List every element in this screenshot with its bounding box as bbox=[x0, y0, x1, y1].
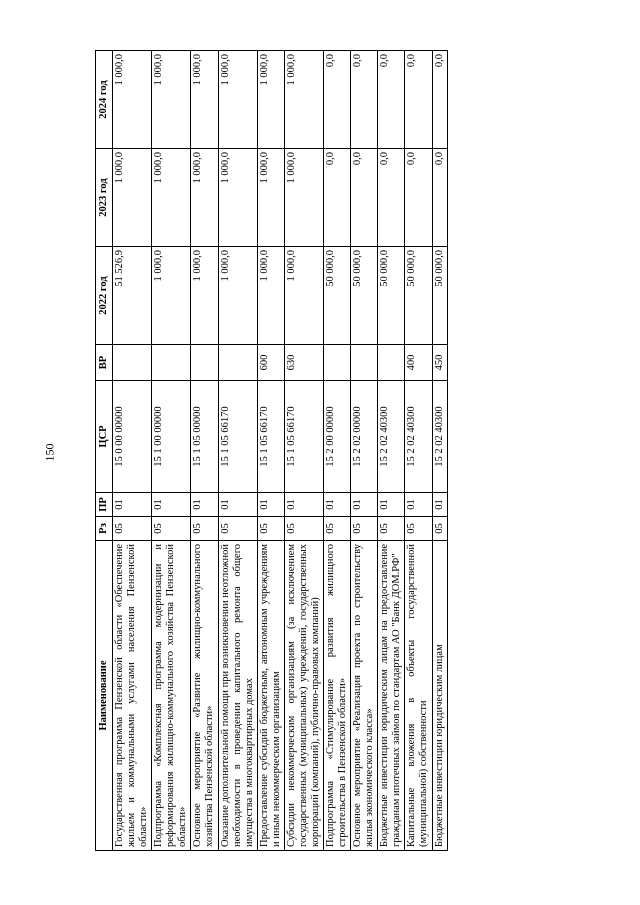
cell-rz: 05 bbox=[405, 517, 432, 541]
cell-vr: 630 bbox=[284, 345, 323, 381]
header-pr: ПР bbox=[96, 493, 113, 517]
cell-pr: 01 bbox=[218, 493, 257, 517]
cell-csr: 15 2 00 00000 bbox=[324, 381, 351, 493]
cell-2023: 0,0 bbox=[351, 149, 378, 247]
cell-2024: 1 000,0 bbox=[218, 51, 257, 149]
header-2024: 2024 год bbox=[96, 51, 113, 149]
cell-vr bbox=[191, 345, 218, 381]
cell-vr: 400 bbox=[405, 345, 432, 381]
cell-2023: 0,0 bbox=[378, 149, 405, 247]
cell-2022: 1 000,0 bbox=[152, 247, 191, 345]
cell-2022: 1 000,0 bbox=[257, 247, 284, 345]
cell-name: Основное мероприятие «Развитие жилищно-коммунального хозяйства Пензенской области» bbox=[191, 541, 218, 851]
cell-2024: 0,0 bbox=[432, 51, 447, 149]
cell-2024: 0,0 bbox=[351, 51, 378, 149]
cell-2023: 0,0 bbox=[405, 149, 432, 247]
cell-name: Бюджетные инвестиции юридическим лицам на предоставление гражданам ипотечных займов по стандартам АО "Банк ДОМ.РФ" bbox=[378, 541, 405, 851]
cell-csr: 15 1 00 00000 bbox=[152, 381, 191, 493]
cell-csr: 15 1 05 66170 bbox=[257, 381, 284, 493]
cell-pr: 01 bbox=[432, 493, 447, 517]
cell-name: Субсидии некоммерческим организациям (за исключением государственных (муниципальных) учреждений, государственных корпораций (компаний), публично-правовых компаний) bbox=[284, 541, 323, 851]
header-2022: 2022 год bbox=[96, 247, 113, 345]
cell-csr: 15 1 05 00000 bbox=[191, 381, 218, 493]
cell-2024: 0,0 bbox=[324, 51, 351, 149]
cell-rz: 05 bbox=[257, 517, 284, 541]
cell-2024: 0,0 bbox=[405, 51, 432, 149]
cell-rz: 05 bbox=[378, 517, 405, 541]
cell-name: Предоставление субсидий бюджетным, автономным учреждениям и иным некоммерческим организациям bbox=[257, 541, 284, 851]
cell-2023: 1 000,0 bbox=[257, 149, 284, 247]
cell-rz: 05 bbox=[324, 517, 351, 541]
header-rz: Рз bbox=[96, 517, 113, 541]
cell-rz: 05 bbox=[218, 517, 257, 541]
cell-vr bbox=[218, 345, 257, 381]
cell-pr: 01 bbox=[257, 493, 284, 517]
cell-name: Основное мероприятие «Реализация проекта по строительству жилья экономического класса» bbox=[351, 541, 378, 851]
cell-rz: 05 bbox=[432, 517, 447, 541]
cell-pr: 01 bbox=[351, 493, 378, 517]
cell-2024: 1 000,0 bbox=[113, 51, 152, 149]
table-row bbox=[191, 51, 218, 851]
table-row bbox=[152, 51, 191, 851]
cell-pr: 01 bbox=[324, 493, 351, 517]
cell-2023: 0,0 bbox=[432, 149, 447, 247]
cell-2023: 0,0 bbox=[324, 149, 351, 247]
header-2023: 2023 год bbox=[96, 149, 113, 247]
cell-vr bbox=[351, 345, 378, 381]
cell-2024: 1 000,0 bbox=[284, 51, 323, 149]
cell-rz: 05 bbox=[152, 517, 191, 541]
table-row bbox=[218, 51, 257, 851]
header-vr: ВР bbox=[96, 345, 113, 381]
header-name: Наименование bbox=[96, 541, 113, 851]
cell-2022: 1 000,0 bbox=[191, 247, 218, 345]
cell-2022: 51 526,9 bbox=[113, 247, 152, 345]
page-number: 150 bbox=[42, 443, 57, 462]
table-row bbox=[113, 51, 152, 851]
cell-vr bbox=[378, 345, 405, 381]
cell-csr: 15 2 02 40300 bbox=[432, 381, 447, 493]
cell-2022: 1 000,0 bbox=[218, 247, 257, 345]
cell-2022: 50 000,0 bbox=[351, 247, 378, 345]
cell-name: Государственная программа Пензенской области «Обеспечение жильем и коммунальными услугами населения Пензенской области» bbox=[113, 541, 152, 851]
cell-2024: 1 000,0 bbox=[191, 51, 218, 149]
cell-pr: 01 bbox=[405, 493, 432, 517]
cell-2022: 1 000,0 bbox=[284, 247, 323, 345]
cell-csr: 15 2 02 00000 bbox=[351, 381, 378, 493]
cell-pr: 01 bbox=[152, 493, 191, 517]
cell-pr: 01 bbox=[378, 493, 405, 517]
cell-vr bbox=[152, 345, 191, 381]
cell-csr: 15 1 05 66170 bbox=[284, 381, 323, 493]
table-header-row bbox=[96, 51, 113, 851]
cell-vr bbox=[113, 345, 152, 381]
header-csr: ЦСР bbox=[96, 381, 113, 493]
cell-csr: 15 1 05 66170 bbox=[218, 381, 257, 493]
cell-vr: 600 bbox=[257, 345, 284, 381]
cell-csr: 15 0 00 00000 bbox=[113, 381, 152, 493]
cell-2022: 50 000,0 bbox=[378, 247, 405, 345]
cell-name: Капитальные вложения в объекты государственной (муниципальной) собственности bbox=[405, 541, 432, 851]
cell-pr: 01 bbox=[284, 493, 323, 517]
cell-2024: 1 000,0 bbox=[152, 51, 191, 149]
cell-name: Оказание дополнительной помощи при возникновении неотложной необходимости в проведении капитального ремонта общего имущества в многоквартирных домах bbox=[218, 541, 257, 851]
table-row bbox=[432, 51, 447, 851]
cell-2022: 50 000,0 bbox=[432, 247, 447, 345]
cell-name: Подпрограмма «Комплексная программа модернизации и реформирования жилищно-коммунального хозяйства Пензенской области» bbox=[152, 541, 191, 851]
cell-2023: 1 000,0 bbox=[152, 149, 191, 247]
rotated-table-container bbox=[95, 51, 545, 851]
cell-2023: 1 000,0 bbox=[218, 149, 257, 247]
budget-table bbox=[95, 50, 448, 851]
table-row bbox=[284, 51, 323, 851]
table-row bbox=[257, 51, 284, 851]
cell-name: Бюджетные инвестиции юридическим лицам bbox=[432, 541, 447, 851]
table-row bbox=[351, 51, 378, 851]
cell-2024: 1 000,0 bbox=[257, 51, 284, 149]
table-row bbox=[378, 51, 405, 851]
cell-2023: 1 000,0 bbox=[113, 149, 152, 247]
cell-vr bbox=[324, 345, 351, 381]
cell-2023: 1 000,0 bbox=[191, 149, 218, 247]
table-row bbox=[324, 51, 351, 851]
cell-csr: 15 2 02 40300 bbox=[378, 381, 405, 493]
cell-rz: 05 bbox=[351, 517, 378, 541]
table-row bbox=[405, 51, 432, 851]
cell-2024: 0,0 bbox=[378, 51, 405, 149]
cell-pr: 01 bbox=[113, 493, 152, 517]
cell-2022: 50 000,0 bbox=[405, 247, 432, 345]
cell-2022: 50 000,0 bbox=[324, 247, 351, 345]
cell-vr: 450 bbox=[432, 345, 447, 381]
cell-rz: 05 bbox=[113, 517, 152, 541]
cell-csr: 15 2 02 40300 bbox=[405, 381, 432, 493]
cell-rz: 05 bbox=[284, 517, 323, 541]
cell-2023: 1 000,0 bbox=[284, 149, 323, 247]
cell-name: Подпрограмма «Стимулирование развития жилищного строительства в Пензенской области» bbox=[324, 541, 351, 851]
cell-rz: 05 bbox=[191, 517, 218, 541]
cell-pr: 01 bbox=[191, 493, 218, 517]
